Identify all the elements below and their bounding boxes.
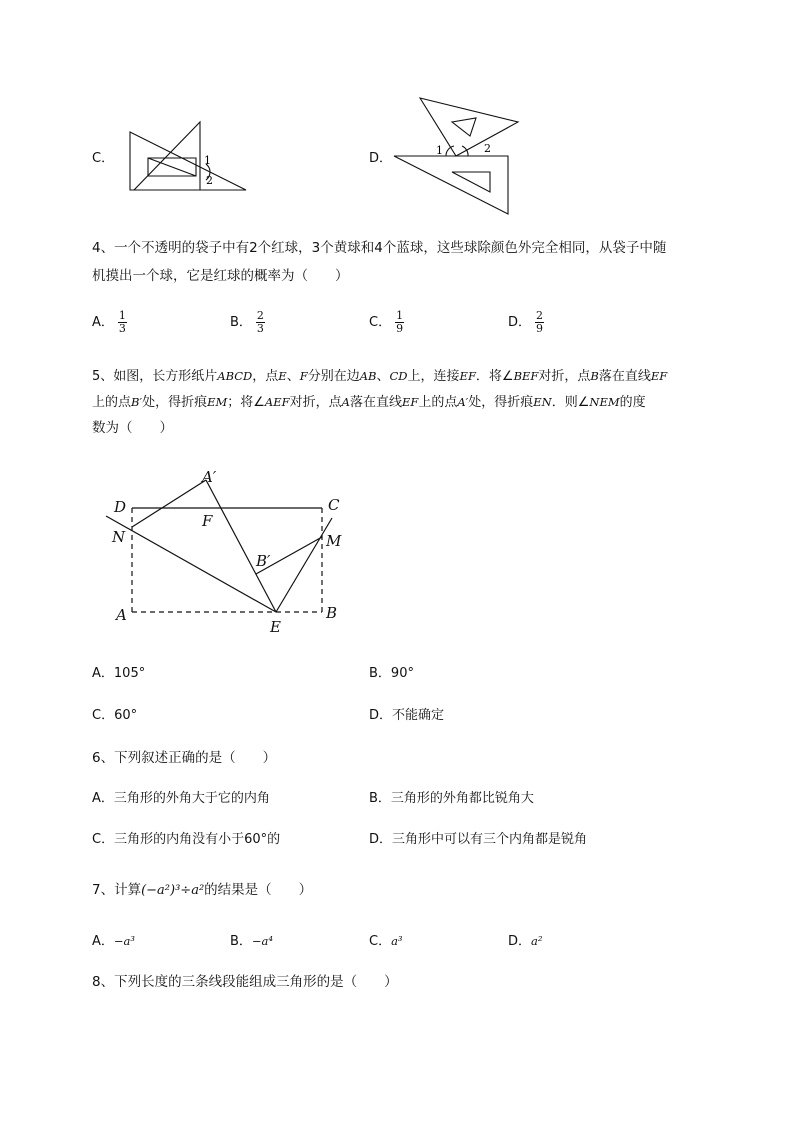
q7-stem: 7、计算(−a²)³÷a²的结果是（ ） bbox=[92, 882, 313, 898]
q8-stem: 8、下列长度的三条线段能组成三角形的是（ ） bbox=[92, 974, 398, 990]
q3-option-c-label: C． bbox=[92, 151, 115, 166]
label-e: E bbox=[270, 618, 281, 636]
label-a: A bbox=[116, 606, 127, 624]
d-angle-1: 1 bbox=[436, 144, 443, 157]
c-set-square bbox=[134, 122, 200, 190]
q6-option-a[interactable]: A．三角形的外角大于它的内角 bbox=[92, 791, 270, 806]
c-angle-2: 2 bbox=[206, 174, 213, 187]
label-c: C bbox=[328, 496, 340, 514]
q4-option-b[interactable]: B． $\frac{2}{3}$ bbox=[230, 309, 264, 335]
q7-option-d[interactable]: D．a² bbox=[508, 934, 543, 949]
label-m: M bbox=[326, 532, 342, 550]
q4-stem-line2: 机摸出一个球，它是红球的概率为（ ） bbox=[92, 268, 349, 284]
label-n: N bbox=[112, 528, 126, 546]
q3-option-d-label: D． bbox=[369, 151, 393, 166]
c-inner-line bbox=[148, 158, 196, 176]
fraction: $\frac{2}{3}$ bbox=[256, 309, 264, 335]
label-a-prime: A′ bbox=[202, 468, 217, 486]
c-large-triangle bbox=[130, 132, 246, 190]
fraction: $\frac{2}{9}$ bbox=[536, 309, 544, 335]
q4-option-a[interactable]: A． $\frac{1}{3}$ bbox=[92, 309, 126, 335]
d-lower-triangle bbox=[394, 156, 508, 214]
d-upper-hole bbox=[452, 118, 476, 136]
q5-stem-line3: 数为（ ） bbox=[92, 420, 173, 436]
q6-option-d[interactable]: D．三角形中可以有三个内角都是锐角 bbox=[369, 832, 588, 847]
label-f: F bbox=[202, 512, 213, 530]
q6-option-c[interactable]: C．三角形的内角没有小于60°的 bbox=[92, 832, 281, 847]
q5-option-b[interactable]: B．90° bbox=[369, 666, 414, 681]
q6-stem: 6、下列叙述正确的是（ ） bbox=[92, 750, 277, 766]
c-angle-1: 1 bbox=[204, 154, 211, 167]
q3-option-d-figure bbox=[390, 94, 525, 218]
q5-option-a[interactable]: A．105° bbox=[92, 666, 146, 681]
q7-option-c[interactable]: C．a³ bbox=[369, 934, 403, 949]
q7-option-a[interactable]: A．−a³ bbox=[92, 934, 136, 949]
label-b-prime: B′ bbox=[256, 552, 271, 570]
q7-option-b[interactable]: B．−a⁴ bbox=[230, 934, 274, 949]
d-angle-2: 2 bbox=[484, 142, 491, 155]
fraction: $\frac{1}{3}$ bbox=[118, 309, 126, 335]
q4-stem-line1: 4、一个不透明的袋子中有2个红球，3个黄球和4个蓝球，这些球除颜色外完全相同，从袋子中随 bbox=[92, 240, 667, 256]
q4-option-c[interactable]: C． $\frac{1}{9}$ bbox=[369, 309, 404, 335]
d-upper-triangle bbox=[420, 98, 518, 156]
q5-stem-line1: 5、如图，长方形纸片ABCD，点E、F分别在边AB、CD上，连接EF．将∠BEF对折，点B落在直线EF bbox=[92, 369, 668, 384]
q7-expression: (−a²)³÷a² bbox=[141, 883, 205, 898]
q5-option-c[interactable]: C．60° bbox=[92, 708, 138, 723]
label-b: B bbox=[326, 604, 338, 622]
line-em bbox=[276, 518, 332, 612]
q5-figure bbox=[96, 460, 356, 640]
line-a-prime-n bbox=[132, 480, 206, 527]
q6-option-b[interactable]: B．三角形的外角都比锐角大 bbox=[369, 791, 534, 806]
label-d: D bbox=[114, 498, 127, 516]
q3-option-c-figure bbox=[120, 118, 250, 198]
q4-option-d[interactable]: D． $\frac{2}{9}$ bbox=[508, 309, 544, 335]
fraction: $\frac{1}{9}$ bbox=[396, 309, 404, 335]
q5-option-d[interactable]: D．不能确定 bbox=[369, 708, 445, 723]
q5-stem-line2: 上的点B′处，得折痕EM；将∠AEF对折，点A落在直线EF上的点A′处，得折痕EN．则∠NEM的度 bbox=[92, 395, 646, 410]
